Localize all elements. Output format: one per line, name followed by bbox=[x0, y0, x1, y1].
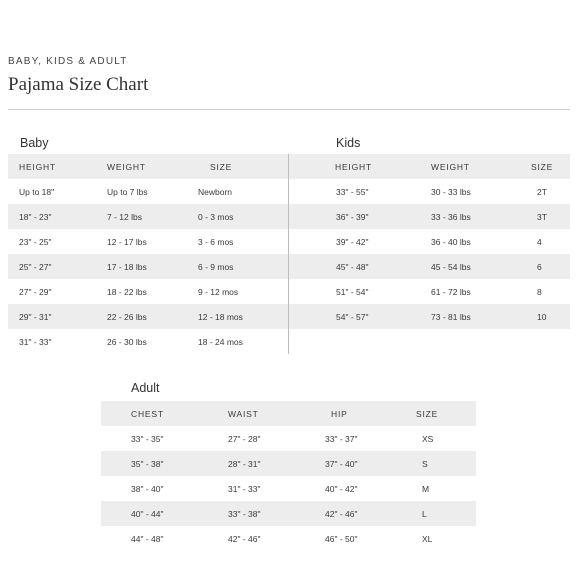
table-row bbox=[101, 426, 476, 451]
table-cell: 36" - 39" bbox=[289, 204, 425, 229]
table-cell: 26 - 30 lbs bbox=[107, 336, 147, 347]
adult-col-waist: WAIST bbox=[199, 401, 296, 426]
table-cell: S bbox=[394, 451, 476, 476]
kids-size-table bbox=[289, 154, 570, 329]
table-cell: 33 - 36 lbs bbox=[425, 204, 525, 229]
baby-col-size: SIZE bbox=[198, 154, 288, 179]
table-cell: 22 - 26 lbs bbox=[107, 304, 198, 329]
table-row bbox=[8, 254, 288, 279]
baby-header-row bbox=[8, 154, 288, 179]
table-cell: Up to 7 lbs bbox=[107, 186, 148, 197]
table-cell: 18" - 23" bbox=[8, 204, 107, 229]
baby-col-weight: WEIGHT bbox=[107, 154, 198, 179]
table-row bbox=[289, 179, 570, 204]
table-cell: 6 bbox=[525, 254, 570, 279]
table-cell: 0 - 3 mos bbox=[198, 204, 288, 229]
table-row bbox=[101, 501, 476, 526]
table-cell: 6 - 9 mos bbox=[198, 254, 288, 279]
table-cell: 12 - 17 lbs bbox=[107, 236, 147, 247]
table-cell: 3 - 6 mos bbox=[198, 236, 234, 247]
table-cell: 8 bbox=[537, 286, 542, 297]
table-cell: 44" - 48" bbox=[131, 533, 164, 544]
table-cell: 31" - 33" bbox=[19, 336, 52, 347]
table-cell: 45 - 54 lbs bbox=[425, 254, 525, 279]
table-cell: 33" - 35" bbox=[131, 433, 164, 444]
table-cell: 45" - 48" bbox=[289, 254, 425, 279]
table-cell: 27" - 28" bbox=[228, 433, 261, 444]
table-cell: Up to 18" bbox=[19, 186, 55, 197]
table-cell: 33" - 55" bbox=[336, 186, 369, 197]
header-divider bbox=[8, 109, 570, 110]
table-cell: 12 - 18 mos bbox=[198, 304, 288, 329]
baby-size-table bbox=[8, 154, 288, 354]
table-cell: 30 - 33 lbs bbox=[431, 186, 471, 197]
table-row bbox=[101, 526, 476, 551]
table-row bbox=[8, 279, 288, 304]
table-cell: 61 - 72 lbs bbox=[431, 286, 471, 297]
table-cell: 33" - 38" bbox=[199, 501, 296, 526]
table-row bbox=[8, 204, 288, 229]
table-cell: 51" - 54" bbox=[336, 286, 369, 297]
kids-col-height: HEIGHT bbox=[289, 154, 425, 179]
table-row bbox=[289, 254, 570, 279]
page-title: Pajama Size Chart bbox=[8, 74, 149, 95]
table-row bbox=[289, 229, 570, 254]
table-cell: 31" - 33" bbox=[228, 483, 261, 494]
table-cell: XS bbox=[422, 433, 434, 444]
table-cell: 37" - 40" bbox=[296, 451, 394, 476]
baby-section-title: Baby bbox=[20, 136, 49, 150]
table-cell: 28" - 31" bbox=[199, 451, 296, 476]
kids-col-weight: WEIGHT bbox=[425, 154, 525, 179]
table-cell: 36 - 40 lbs bbox=[431, 236, 471, 247]
table-row bbox=[8, 179, 288, 204]
table-cell: 7 - 12 lbs bbox=[107, 204, 198, 229]
table-row bbox=[8, 304, 288, 329]
table-cell: 18 - 24 mos bbox=[198, 336, 243, 347]
table-cell: 73 - 81 lbs bbox=[425, 304, 525, 329]
table-cell: 33" - 37" bbox=[325, 433, 358, 444]
table-row bbox=[8, 229, 288, 254]
table-row bbox=[101, 451, 476, 476]
table-cell: 3T bbox=[525, 204, 570, 229]
adult-header-row bbox=[101, 401, 476, 426]
table-cell: 40" - 42" bbox=[325, 483, 358, 494]
adult-section-title: Adult bbox=[131, 381, 160, 395]
eyebrow-label: BABY, KIDS & ADULT bbox=[8, 56, 128, 67]
table-cell: 40" - 44" bbox=[101, 501, 199, 526]
table-cell: 54" - 57" bbox=[289, 304, 425, 329]
table-cell: XL bbox=[422, 533, 433, 544]
table-row bbox=[101, 476, 476, 501]
kids-header-row bbox=[289, 154, 570, 179]
adult-col-chest: CHEST bbox=[101, 401, 199, 426]
table-cell: L bbox=[394, 501, 476, 526]
table-cell: 27" - 29" bbox=[19, 286, 52, 297]
table-cell: 35" - 38" bbox=[101, 451, 199, 476]
table-cell: 9 - 12 mos bbox=[198, 286, 239, 297]
table-row bbox=[8, 329, 288, 354]
table-cell: M bbox=[422, 483, 430, 494]
table-cell: 25" - 27" bbox=[8, 254, 107, 279]
adult-size-table bbox=[101, 401, 476, 551]
table-cell: 29" - 31" bbox=[8, 304, 107, 329]
adult-col-hip: HIP bbox=[296, 401, 394, 426]
table-cell: 38" - 40" bbox=[131, 483, 164, 494]
table-cell: 39" - 42" bbox=[336, 236, 369, 247]
table-cell: Newborn bbox=[198, 186, 233, 197]
table-cell: 46" - 50" bbox=[325, 533, 358, 544]
table-row bbox=[289, 304, 570, 329]
baby-col-height: HEIGHT bbox=[8, 154, 107, 179]
kids-col-size: SIZE bbox=[525, 154, 570, 179]
table-cell: 23" - 25" bbox=[19, 236, 52, 247]
table-cell: 17 - 18 lbs bbox=[107, 254, 198, 279]
table-cell: 4 bbox=[537, 236, 542, 247]
table-cell: 42" - 46" bbox=[228, 533, 261, 544]
table-row bbox=[289, 279, 570, 304]
table-cell: 42" - 46" bbox=[296, 501, 394, 526]
kids-section-title: Kids bbox=[336, 136, 361, 150]
table-cell: 2T bbox=[537, 186, 547, 197]
adult-col-size: SIZE bbox=[394, 401, 476, 426]
table-cell: 18 - 22 lbs bbox=[107, 286, 147, 297]
table-cell: 10 bbox=[525, 304, 570, 329]
table-row bbox=[289, 204, 570, 229]
